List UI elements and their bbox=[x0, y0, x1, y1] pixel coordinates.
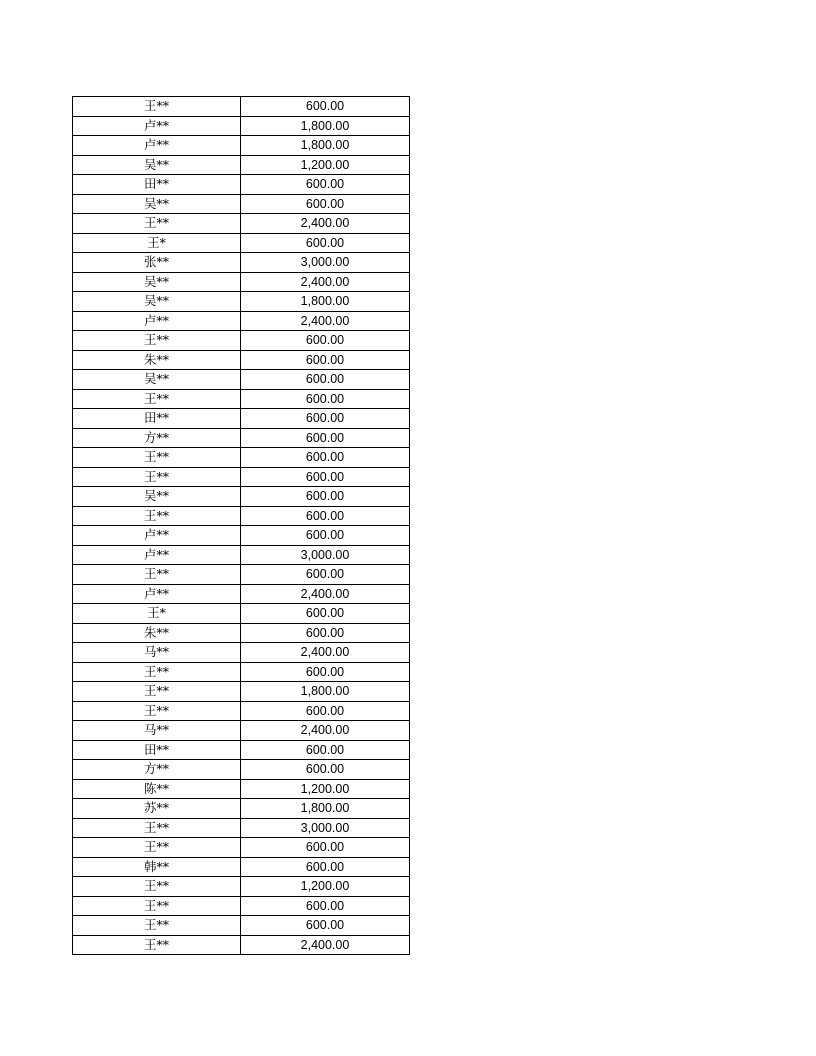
amount-cell: 1,200.00 bbox=[241, 877, 410, 897]
table-row bbox=[73, 662, 410, 682]
amount-cell: 1,800.00 bbox=[241, 136, 410, 156]
table-row bbox=[73, 311, 410, 331]
amount-cell: 600.00 bbox=[241, 467, 410, 487]
table-row bbox=[73, 721, 410, 741]
table-row bbox=[73, 818, 410, 838]
amount-cell: 600.00 bbox=[241, 409, 410, 429]
table-row bbox=[73, 116, 410, 136]
amount-cell: 1,200.00 bbox=[241, 779, 410, 799]
amount-cell: 600.00 bbox=[241, 175, 410, 195]
payment-table bbox=[72, 96, 410, 955]
name-cell: 苏** bbox=[73, 799, 241, 819]
amount-cell: 600.00 bbox=[241, 487, 410, 507]
name-cell: 王** bbox=[73, 331, 241, 351]
name-cell: 王** bbox=[73, 896, 241, 916]
table-row bbox=[73, 701, 410, 721]
name-cell: 王** bbox=[73, 448, 241, 468]
amount-cell: 600.00 bbox=[241, 428, 410, 448]
amount-cell: 600.00 bbox=[241, 760, 410, 780]
table-row bbox=[73, 506, 410, 526]
table-row bbox=[73, 857, 410, 877]
name-cell: 卢** bbox=[73, 311, 241, 331]
table-body bbox=[73, 97, 410, 955]
name-cell: 朱** bbox=[73, 350, 241, 370]
table-row bbox=[73, 214, 410, 234]
name-cell: 王** bbox=[73, 467, 241, 487]
name-cell: 王** bbox=[73, 214, 241, 234]
name-cell: 田** bbox=[73, 740, 241, 760]
table-row bbox=[73, 428, 410, 448]
table-row bbox=[73, 565, 410, 585]
name-cell: 卢** bbox=[73, 526, 241, 546]
name-cell: 吴** bbox=[73, 194, 241, 214]
table-row bbox=[73, 97, 410, 117]
amount-cell: 2,400.00 bbox=[241, 272, 410, 292]
name-cell: 吴** bbox=[73, 272, 241, 292]
name-cell: 王** bbox=[73, 838, 241, 858]
amount-cell: 600.00 bbox=[241, 350, 410, 370]
name-cell: 田** bbox=[73, 175, 241, 195]
name-cell: 韩** bbox=[73, 857, 241, 877]
amount-cell: 2,400.00 bbox=[241, 935, 410, 955]
table-row bbox=[73, 760, 410, 780]
amount-cell: 600.00 bbox=[241, 97, 410, 117]
amount-cell: 600.00 bbox=[241, 526, 410, 546]
table-row bbox=[73, 370, 410, 390]
amount-cell: 600.00 bbox=[241, 662, 410, 682]
name-cell: 吴** bbox=[73, 487, 241, 507]
name-cell: 王** bbox=[73, 682, 241, 702]
table-row bbox=[73, 779, 410, 799]
amount-cell: 600.00 bbox=[241, 701, 410, 721]
amount-cell: 600.00 bbox=[241, 916, 410, 936]
amount-cell: 600.00 bbox=[241, 623, 410, 643]
amount-cell: 2,400.00 bbox=[241, 311, 410, 331]
table-row bbox=[73, 682, 410, 702]
table-row bbox=[73, 272, 410, 292]
amount-cell: 2,400.00 bbox=[241, 584, 410, 604]
amount-cell: 2,400.00 bbox=[241, 643, 410, 663]
table-row bbox=[73, 448, 410, 468]
name-cell: 马** bbox=[73, 721, 241, 741]
name-cell: 王** bbox=[73, 701, 241, 721]
name-cell: 王** bbox=[73, 818, 241, 838]
name-cell: 王** bbox=[73, 389, 241, 409]
amount-cell: 600.00 bbox=[241, 604, 410, 624]
table-row bbox=[73, 545, 410, 565]
amount-cell: 600.00 bbox=[241, 838, 410, 858]
name-cell: 王** bbox=[73, 506, 241, 526]
table-row bbox=[73, 389, 410, 409]
amount-cell: 600.00 bbox=[241, 389, 410, 409]
name-cell: 马** bbox=[73, 643, 241, 663]
name-cell: 方** bbox=[73, 428, 241, 448]
amount-cell: 600.00 bbox=[241, 565, 410, 585]
name-cell: 朱** bbox=[73, 623, 241, 643]
name-cell: 王* bbox=[73, 604, 241, 624]
amount-cell: 1,800.00 bbox=[241, 292, 410, 312]
name-cell: 卢** bbox=[73, 584, 241, 604]
table-row bbox=[73, 526, 410, 546]
table-row bbox=[73, 487, 410, 507]
amount-cell: 600.00 bbox=[241, 857, 410, 877]
name-cell: 王** bbox=[73, 97, 241, 117]
amount-cell: 600.00 bbox=[241, 740, 410, 760]
name-cell: 卢** bbox=[73, 136, 241, 156]
table-row bbox=[73, 233, 410, 253]
name-cell: 王** bbox=[73, 935, 241, 955]
amount-cell: 1,200.00 bbox=[241, 155, 410, 175]
amount-cell: 600.00 bbox=[241, 233, 410, 253]
name-cell: 卢** bbox=[73, 116, 241, 136]
amount-cell: 3,000.00 bbox=[241, 253, 410, 273]
amount-cell: 600.00 bbox=[241, 194, 410, 214]
name-cell: 王** bbox=[73, 877, 241, 897]
amount-cell: 600.00 bbox=[241, 448, 410, 468]
name-cell: 王** bbox=[73, 916, 241, 936]
name-cell: 吴** bbox=[73, 370, 241, 390]
name-cell: 王* bbox=[73, 233, 241, 253]
amount-cell: 2,400.00 bbox=[241, 721, 410, 741]
table-row bbox=[73, 194, 410, 214]
table-row bbox=[73, 916, 410, 936]
amount-cell: 600.00 bbox=[241, 506, 410, 526]
table-row bbox=[73, 175, 410, 195]
table-row bbox=[73, 350, 410, 370]
table-row bbox=[73, 331, 410, 351]
amount-cell: 3,000.00 bbox=[241, 818, 410, 838]
table-row bbox=[73, 409, 410, 429]
name-cell: 吴** bbox=[73, 155, 241, 175]
table-row bbox=[73, 838, 410, 858]
table-row bbox=[73, 877, 410, 897]
name-cell: 卢** bbox=[73, 545, 241, 565]
amount-cell: 1,800.00 bbox=[241, 682, 410, 702]
amount-cell: 3,000.00 bbox=[241, 545, 410, 565]
name-cell: 王** bbox=[73, 662, 241, 682]
name-cell: 吴** bbox=[73, 292, 241, 312]
table-row bbox=[73, 604, 410, 624]
name-cell: 方** bbox=[73, 760, 241, 780]
amount-cell: 600.00 bbox=[241, 331, 410, 351]
table-row bbox=[73, 136, 410, 156]
name-cell: 张** bbox=[73, 253, 241, 273]
table-row bbox=[73, 643, 410, 663]
name-cell: 田** bbox=[73, 409, 241, 429]
table-row bbox=[73, 896, 410, 916]
amount-cell: 600.00 bbox=[241, 896, 410, 916]
amount-cell: 1,800.00 bbox=[241, 116, 410, 136]
name-cell: 陈** bbox=[73, 779, 241, 799]
name-cell: 王** bbox=[73, 565, 241, 585]
table-row bbox=[73, 467, 410, 487]
table-row bbox=[73, 799, 410, 819]
table-row bbox=[73, 740, 410, 760]
table-row bbox=[73, 292, 410, 312]
amount-cell: 1,800.00 bbox=[241, 799, 410, 819]
amount-cell: 600.00 bbox=[241, 370, 410, 390]
table-row bbox=[73, 935, 410, 955]
table-row bbox=[73, 155, 410, 175]
table-row bbox=[73, 584, 410, 604]
table-row bbox=[73, 253, 410, 273]
table-row bbox=[73, 623, 410, 643]
amount-cell: 2,400.00 bbox=[241, 214, 410, 234]
